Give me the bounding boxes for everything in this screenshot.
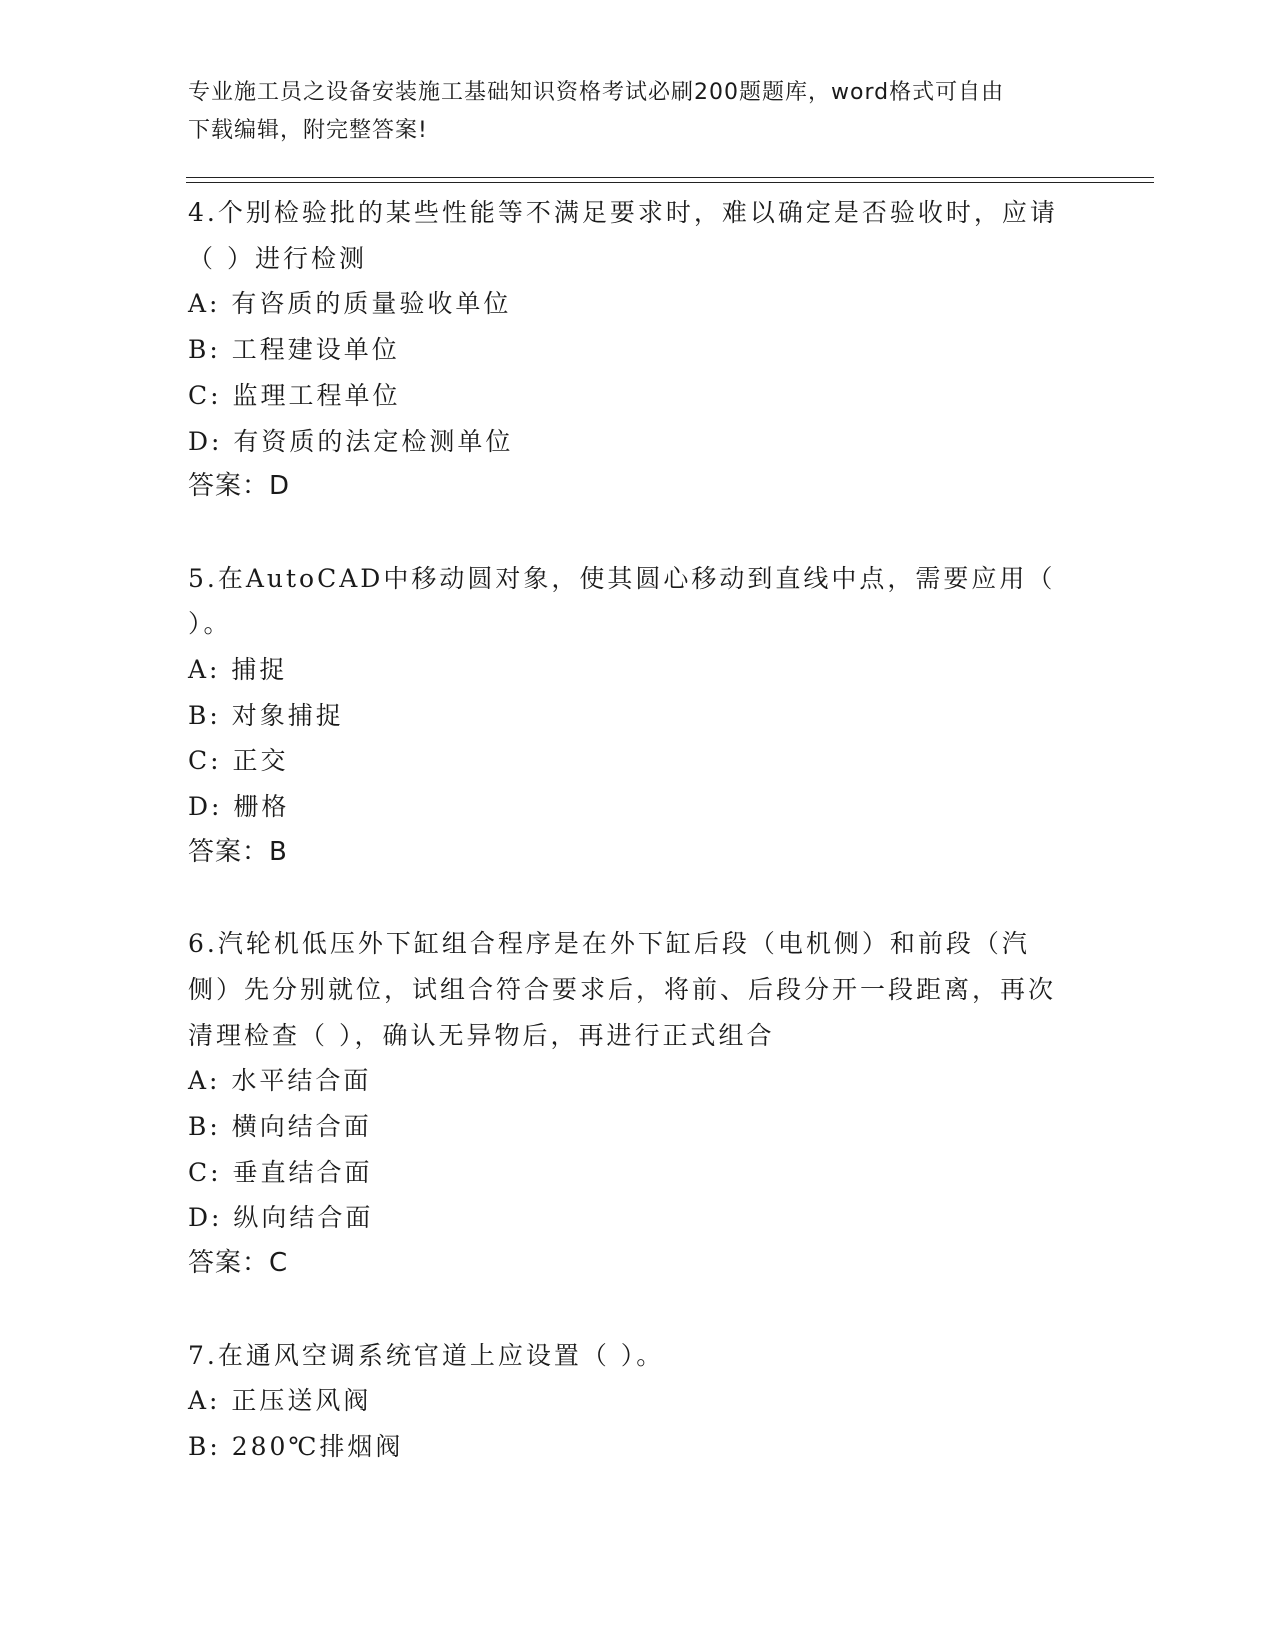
answer: 答案：C — [188, 1248, 289, 1279]
option-a: A: 捕捉 — [188, 655, 288, 685]
option-c: C: 垂直结合面 — [188, 1157, 373, 1187]
question-stem: 7.在通风空调系统官道上应设置（ ）。 — [188, 1340, 665, 1370]
question-stem: 5.在AutoCAD中移动圆对象，使其圆心移动到直线中点，需要应用（ ）。 — [188, 563, 1067, 639]
option-c: C: 监理工程单位 — [188, 380, 401, 410]
option-a: A: 水平结合面 — [188, 1066, 372, 1096]
document-header — [188, 74, 1068, 150]
question-7 — [188, 1333, 1068, 1470]
header-divider-top — [186, 177, 1154, 178]
option-b: B: 对象捕捉 — [188, 700, 344, 730]
header-line-1: 专业施工员之设备安装施工基础知识资格考试必刷200题题库，word格式可自由 — [188, 80, 1005, 105]
header-line-2: 下载编辑，附完整答案! — [188, 118, 428, 143]
answer: 答案：B — [188, 836, 288, 867]
option-d: D: 纵向结合面 — [188, 1203, 374, 1233]
question-stem: 4.个别检验批的某些性能等不满足要求时，难以确定是否验收时，应请（ ）进行检测 — [188, 198, 1058, 273]
option-c: C: 正交 — [188, 746, 289, 776]
option-a: A: 正压送风阀 — [188, 1386, 372, 1416]
option-b: B: 280℃排烟阀 — [188, 1431, 404, 1461]
question-6 — [188, 921, 1068, 1287]
header-divider-bottom — [186, 182, 1154, 183]
option-a: A: 有咨质的质量验收单位 — [188, 289, 512, 319]
question-4 — [188, 190, 1068, 510]
option-b: B: 工程建设单位 — [188, 335, 400, 365]
question-list — [188, 190, 1068, 1515]
question-stem: 6.汽轮机低压外下缸组合程序是在外下缸后段（电机侧）和前段（汽侧）先分别就位，试组合符合要求后，将前、后段分开一段距离，再次清理检查（ ），确认无异物后，再进行正式组合 — [188, 929, 1057, 1050]
option-d: D: 栅格 — [188, 792, 290, 822]
answer: 答案：D — [188, 471, 291, 502]
option-d: D: 有资质的法定检测单位 — [188, 426, 514, 456]
question-5 — [188, 556, 1068, 876]
option-b: B: 横向结合面 — [188, 1112, 372, 1142]
